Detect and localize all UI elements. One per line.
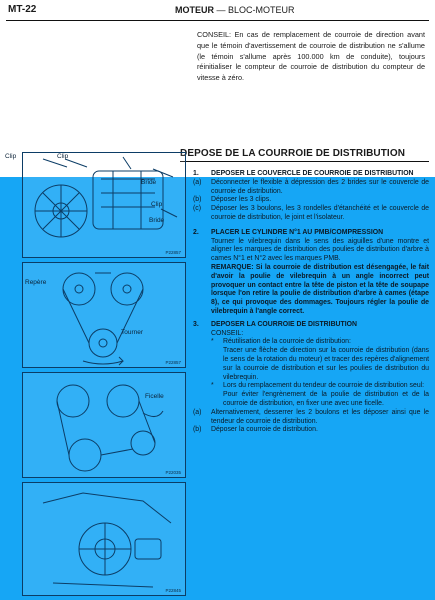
section-title-rule	[180, 161, 429, 162]
sub-mark: (c)	[193, 205, 202, 213]
header-separator: —	[216, 5, 226, 15]
step-title: DEPOSER LE COUVERCLE DE COURROIE DE DISTRIBUTION	[211, 170, 414, 177]
header-rule	[6, 20, 429, 21]
sub-text: Déposer les 3 boulons, les 3 rondelles d'étanchéité et le couvercle de courroie de distribution, le joint et l'isolateur.	[211, 205, 429, 221]
figure-tensioner-removal	[22, 482, 186, 596]
step-3-conseil: CONSEIL:	[211, 329, 244, 337]
label-clip: Clip	[57, 153, 69, 160]
step-1b	[193, 196, 429, 205]
page-code: MT-22	[8, 4, 37, 15]
sub-mark: (b)	[193, 426, 202, 434]
step-2	[193, 229, 429, 238]
step-3	[193, 321, 429, 330]
bullet-tensioner	[193, 382, 429, 391]
step-number: 2.	[193, 228, 199, 236]
label-tourner: Tourner	[121, 329, 144, 336]
sub-mark: (a)	[193, 178, 202, 186]
step-1a	[193, 179, 429, 197]
step-number: 3.	[193, 320, 199, 328]
bullet-reuse-detail: Tracer une flèche de direction sur la courroie de distribution (dans le sens de la rotation du moteur) et tracer des repères d'alignement sur la courroie de distribution et sur les poulies de distribution du vilebrequin.	[223, 347, 429, 381]
label-bride: Bride	[141, 179, 157, 186]
figure-code: P22035	[165, 470, 181, 475]
conseil-note: CONSEIL: En cas de remplacement de courroie de direction avant que le témoin d'avertissement de courroie de distribution ne s'allume (le témoin s'allume après 100.000 km de conduite), toujours réinitialiser le compteur de courroie de distribution du compteur de vitesse à zéro.	[197, 30, 425, 83]
bullet-mark: *	[211, 382, 214, 390]
step-3b	[193, 426, 429, 435]
step-1	[193, 170, 429, 179]
sub-text: Déposer les 3 clips.	[211, 196, 272, 204]
bullet-text: Réutilisation de la courroie de distribution:	[223, 338, 351, 346]
belt-tie-drawing	[23, 373, 185, 477]
procedure-text	[193, 168, 429, 435]
figure-code: P22857	[165, 250, 181, 255]
figure-cover-removal	[5, 152, 186, 258]
camshaft-pulleys-drawing	[23, 263, 185, 367]
label-ficelle: Ficelle	[145, 393, 164, 400]
sub-mark: (b)	[193, 196, 202, 204]
tensioner-drawing	[23, 483, 185, 595]
label-clip: Clip	[5, 153, 17, 160]
bullet-reuse	[193, 338, 429, 347]
step-title: DEPOSER LA COURROIE DE DISTRIBUTION	[211, 320, 357, 328]
label-clip: Clip	[151, 201, 163, 208]
header-title	[175, 5, 295, 15]
header-section: MOTEUR	[175, 5, 214, 15]
sub-text: Déconnecter le flexible à dépression des 2 brides sur le couvercle de courroie de distribution.	[211, 178, 429, 195]
bullet-mark: *	[211, 338, 214, 346]
step-3a	[193, 409, 429, 427]
figure-code: P22857	[165, 360, 181, 365]
figure-belt-string	[22, 372, 186, 478]
label-bride: Bride	[149, 217, 165, 224]
step-2-text: Tourner le vilebrequin dans le sens des aiguilles d'une montre et aligner les marques de distribution des poulies de distribution d'arbre à cames N°1 et N°2 avec les marques PMB.	[211, 237, 429, 263]
sub-text: Alternativement, desserrer les 2 boulons et les déposer ainsi que le tendeur de courroie de distribution.	[211, 408, 429, 425]
sub-mark: (a)	[193, 408, 202, 416]
sub-text: Déposer la courroie de distribution.	[211, 426, 318, 434]
bullet-text: Lors du remplacement du tendeur de courroie de distribution seul:	[223, 382, 425, 390]
step-2-remark: REMARQUE: Si la courroie de distribution est désengagée, le fait d'avoir la poulie de vilebrequin à un angle incorrect peut provoquer un contact entre la tête de piston et la tête de soupape lorsque l'on retire la poulie de distribution d'arbre à cames (étape 8), ce qui provoque des dommages. Toujours régler la poulie de vilebrequin à l'angle correct.	[211, 263, 429, 315]
figure-code: P22845	[165, 588, 181, 593]
label-repere: Repère	[25, 279, 47, 286]
step-number: 1.	[193, 170, 199, 177]
step-title: PLACER LE CYLINDRE N°1 AU PMB/COMPRESSION	[211, 228, 384, 236]
bullet-tensioner-detail: Pour éviter l'engrènement de la poulie de distribution et de la courroie de distribution, en fixer une avec une ficelle.	[223, 391, 429, 407]
header-subsection: BLOC-MOTEUR	[228, 5, 295, 15]
section-title: DEPOSE DE LA COURROIE DE DISTRIBUTION	[180, 148, 406, 159]
step-1c	[193, 205, 429, 223]
figure-tdc-alignment	[22, 262, 186, 368]
